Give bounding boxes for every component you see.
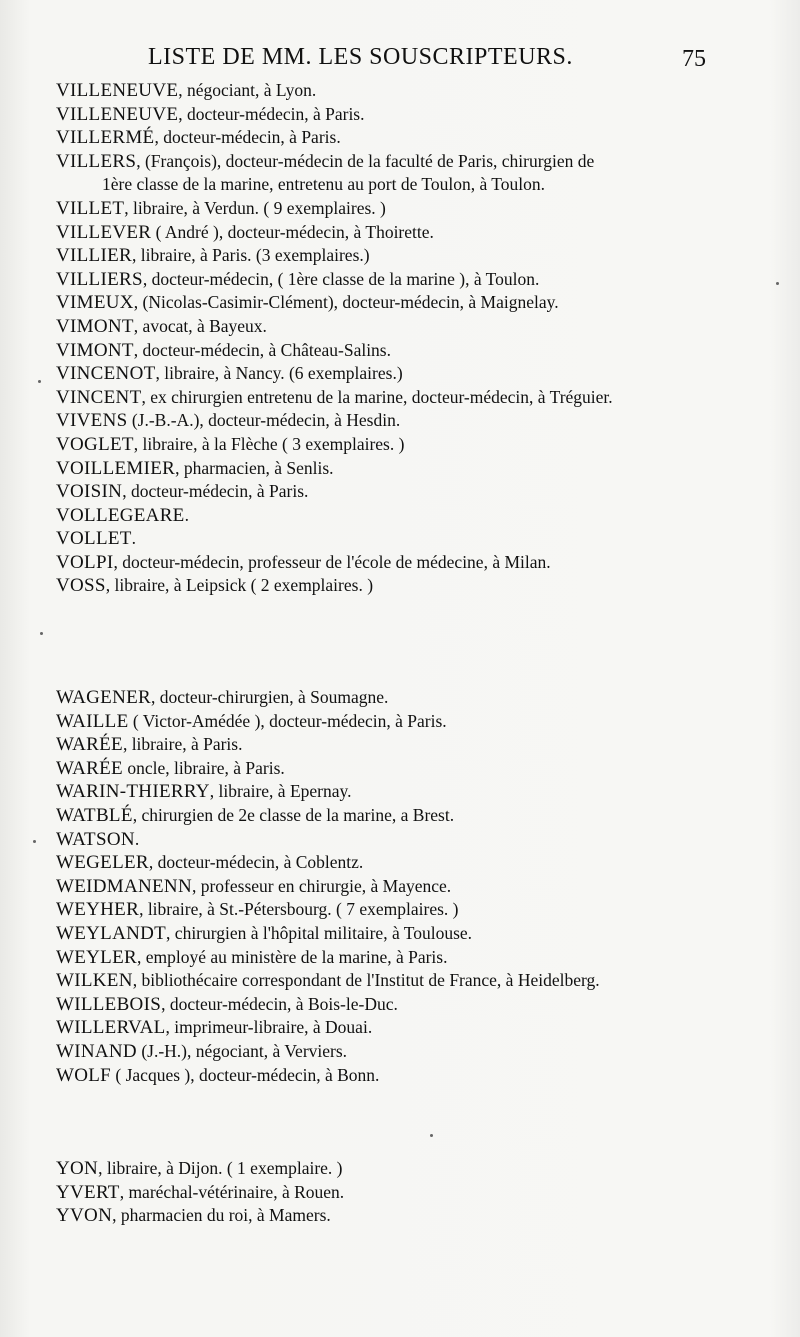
- subscriber-entry: [56, 898, 776, 922]
- subscriber-details: , ex chirurgien entretenu de la marine, docteur-médecin, à Tréguier.: [141, 386, 613, 407]
- subscriber-entry: [56, 551, 776, 575]
- subscriber-name: VILLERMÉ: [56, 127, 155, 149]
- subscriber-details: (J.-H.), négociant, à Verviers.: [136, 1040, 348, 1061]
- subscriber-entry: [56, 126, 776, 150]
- subscriber-entry: [56, 1064, 776, 1088]
- subscriber-name: WOLF: [56, 1064, 112, 1086]
- subscriber-entry: [56, 291, 776, 315]
- subscriber-details: , professeur en chirurgie, à Mayence.: [191, 875, 452, 896]
- subscriber-name: WEYHER: [56, 899, 140, 921]
- subscriber-name: WEYLANDT: [56, 922, 167, 944]
- subscriber-entry: [56, 197, 776, 221]
- subscriber-name: VOLPI: [56, 551, 114, 573]
- subscriber-entry: [56, 457, 776, 481]
- subscriber-name: VILLERS: [56, 150, 137, 172]
- subscriber-list-v: [56, 79, 776, 598]
- subscriber-name: WARÉE: [56, 734, 123, 756]
- ink-speck: [430, 1134, 433, 1137]
- subscriber-details: , (François), docteur-médecin de la faculté de Paris, chirurgien de: [136, 150, 595, 171]
- subscriber-details: , libraire, à Paris. (3 exemplaires.): [131, 245, 370, 266]
- subscriber-entry: [56, 386, 776, 410]
- subscriber-name: WATBLÉ: [56, 804, 133, 826]
- subscriber-details: , libraire, à Paris.: [122, 734, 243, 755]
- subscriber-entry: [56, 686, 776, 710]
- subscriber-entry: [56, 946, 776, 970]
- subscriber-details: .: [184, 504, 189, 525]
- subscriber-name: VOLLET: [56, 528, 132, 550]
- subscriber-details: oncle, libraire, à Paris.: [122, 757, 285, 778]
- subscriber-entry: [56, 1181, 776, 1205]
- subscriber-entry: [56, 244, 776, 268]
- subscriber-details: , libraire, à Nancy. (6 exemplaires.): [155, 363, 403, 384]
- subscriber-name: WARÉE: [56, 757, 123, 779]
- subscriber-details: , docteur-chirurgien, à Soumagne.: [150, 687, 389, 707]
- subscriber-entry: [56, 922, 776, 946]
- page-header: [0, 44, 800, 80]
- subscriber-entry: [56, 875, 776, 899]
- subscriber-details: , imprimeur-libraire, à Douai.: [165, 1017, 373, 1038]
- subscriber-name: VINCENOT: [56, 363, 156, 385]
- subscriber-details: , docteur-médecin, à Paris.: [154, 127, 341, 148]
- subscriber-name: VOISIN: [56, 481, 123, 503]
- subscriber-details: , libraire, à St.-Pétersbourg. ( 7 exemplaires. ): [139, 899, 459, 920]
- subscriber-name: WATSON: [56, 828, 135, 850]
- subscriber-details: , libraire, à Epernay.: [209, 781, 352, 802]
- subscriber-list-y: [56, 1157, 776, 1228]
- page-number: 75: [682, 46, 706, 72]
- ink-speck: [38, 380, 41, 383]
- subscriber-entry: [56, 433, 776, 457]
- subscriber-name: VOLLEGEARE: [56, 504, 185, 526]
- subscriber-details: .: [134, 828, 140, 849]
- subscriber-entry: [56, 480, 776, 504]
- subscriber-entry: [56, 79, 776, 103]
- subscriber-details: , négociant, à Lyon.: [178, 80, 317, 100]
- subscriber-details: , chirurgien à l'hôpital militaire, à Toulouse.: [166, 922, 473, 943]
- subscriber-details: , (Nicolas-Casimir-Clément), docteur-médecin, à Maignelay.: [133, 292, 559, 313]
- subscriber-details: .: [131, 528, 137, 549]
- subscriber-details: , libraire, à la Flèche ( 3 exemplaires. ): [133, 433, 405, 454]
- subscriber-list-w: [56, 686, 776, 1087]
- subscriber-entry: [56, 733, 776, 757]
- subscriber-name: WILKEN: [56, 970, 133, 992]
- subscriber-name: VOSS: [56, 575, 106, 597]
- subscriber-details: , libraire, à Verdun. ( 9 exemplaires. ): [124, 197, 386, 218]
- subscriber-details: , docteur-médecin, ( 1ère classe de la marine ), à Toulon.: [142, 268, 540, 289]
- subscriber-entry: [56, 993, 776, 1017]
- subscriber-name: VINCENT: [56, 386, 142, 408]
- subscriber-entry: [56, 150, 776, 174]
- subscriber-name: WEGELER: [56, 852, 149, 874]
- subscriber-name: VILLENEUVE: [56, 80, 179, 101]
- subscriber-details: , docteur-médecin, professeur de l'école de médecine, à Milan.: [113, 551, 551, 572]
- subscriber-entry: [56, 710, 776, 734]
- subscriber-name: YVERT: [56, 1181, 120, 1203]
- subscriber-name: VILLIER: [56, 245, 132, 267]
- subscriber-entry: [56, 780, 776, 804]
- subscriber-entry: [56, 1204, 776, 1228]
- subscriber-name: VILLEVER: [56, 221, 152, 243]
- subscriber-details: , docteur-médecin, à Paris.: [122, 481, 309, 502]
- subscriber-details: , docteur-médecin, à Château-Salins.: [133, 339, 391, 360]
- subscriber-entry: [56, 1157, 776, 1181]
- subscriber-name: WARIN-THIERRY: [56, 781, 210, 803]
- subscriber-entry: [56, 268, 776, 292]
- subscriber-name: WAGENER: [56, 687, 151, 708]
- subscriber-details: ( Victor-Amédée ), docteur-médecin, à Paris.: [128, 710, 447, 731]
- subscriber-name: VIMEUX: [56, 292, 134, 314]
- ink-speck: [33, 840, 36, 843]
- subscriber-entry: [56, 757, 776, 781]
- subscriber-name: VILLET: [56, 197, 125, 219]
- subscriber-entry: [56, 804, 776, 828]
- subscriber-entry: [56, 1040, 776, 1064]
- subscriber-entry: [56, 527, 776, 551]
- subscriber-entry: [56, 409, 776, 433]
- subscriber-details: , pharmacien du roi, à Mamers.: [112, 1205, 331, 1226]
- subscriber-entry: [56, 315, 776, 339]
- page-title: LISTE DE MM. LES SOUSCRIPTEURS.: [148, 44, 573, 70]
- subscriber-details: ( André ), docteur-médecin, à Thoirette.: [151, 221, 434, 242]
- subscriber-entry: [56, 362, 776, 386]
- subscriber-name: YVON: [56, 1205, 113, 1227]
- subscriber-details: ( Jacques ), docteur-médecin, à Bonn.: [111, 1064, 380, 1085]
- subscriber-details: , libraire, à Dijon. ( 1 exemplaire. ): [98, 1158, 343, 1178]
- subscriber-entry: [56, 1016, 776, 1040]
- subscriber-name: VIVENS: [56, 410, 128, 432]
- subscriber-details: , libraire, à Leipsick ( 2 exemplaires. ): [105, 575, 374, 596]
- subscriber-name: WILLEBOIS: [56, 993, 162, 1015]
- subscriber-details: , employé au ministère de la marine, à Paris.: [136, 946, 448, 967]
- subscriber-entry: [56, 574, 776, 598]
- subscriber-entry: [56, 828, 776, 852]
- subscriber-name: VIMONT: [56, 315, 134, 337]
- subscriber-name: VILLENEUVE: [56, 103, 179, 125]
- subscriber-name: VOGLET: [56, 433, 134, 455]
- subscriber-details: , avocat, à Bayeux.: [133, 315, 267, 336]
- subscriber-name: WILLERVAL: [56, 1017, 166, 1039]
- subscriber-details: (J.-B.-A.), docteur-médecin, à Hesdin.: [127, 410, 401, 431]
- subscriber-details: 1ère classe de la marine, entretenu au port de Toulon, à Toulon.: [102, 174, 546, 195]
- subscriber-entry: [56, 851, 776, 875]
- ink-speck: [40, 632, 43, 635]
- subscriber-name: WINAND: [56, 1040, 137, 1062]
- ink-speck: [776, 282, 779, 285]
- subscriber-name: VILLIERS: [56, 268, 143, 290]
- subscriber-entry: [56, 103, 776, 127]
- subscriber-name: WAILLE: [56, 710, 129, 732]
- subscriber-name: WEYLER: [56, 946, 137, 968]
- subscriber-entry: [56, 221, 776, 245]
- subscriber-entry: [56, 969, 776, 993]
- subscriber-details: , docteur-médecin, à Coblentz.: [148, 852, 364, 873]
- subscriber-details: , chirurgien de 2e classe de la marine, a Brest.: [132, 804, 455, 825]
- subscriber-entry-continuation: [56, 173, 776, 197]
- subscriber-entry: [56, 504, 776, 528]
- subscriber-entry: [56, 339, 776, 363]
- subscriber-name: VIMONT: [56, 339, 134, 361]
- subscriber-name: WEIDMANENN: [56, 875, 192, 897]
- subscriber-details: , docteur-médecin, à Bois-le-Duc.: [161, 993, 398, 1014]
- subscriber-details: , docteur-médecin, à Paris.: [178, 103, 365, 124]
- subscriber-details: , pharmacien, à Senlis.: [175, 457, 334, 478]
- subscriber-details: , maréchal-vétérinaire, à Rouen.: [119, 1181, 345, 1202]
- subscriber-details: , bibliothécaire correspondant de l'Institut de France, à Heidelberg.: [132, 970, 600, 991]
- subscriber-name: YON: [56, 1158, 99, 1179]
- subscriber-name: VOILLEMIER: [56, 457, 176, 479]
